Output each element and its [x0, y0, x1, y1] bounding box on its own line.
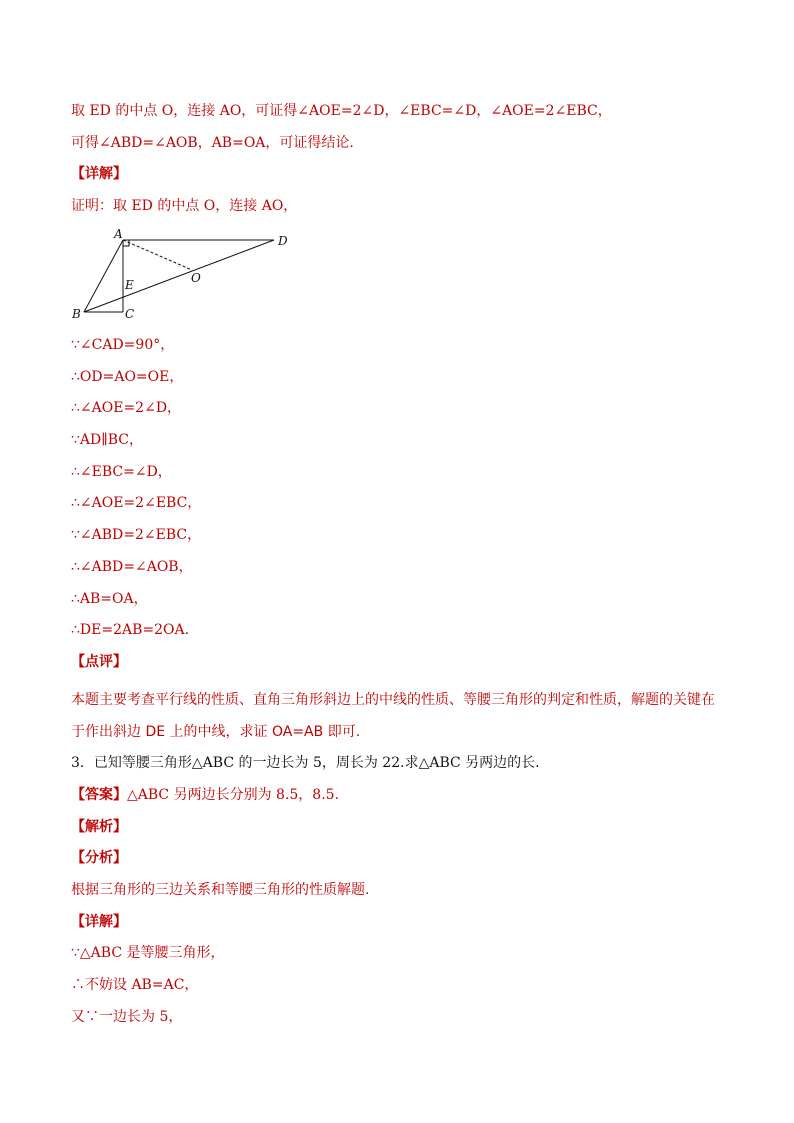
question-3: 3．已知等腰三角形△ABC 的一边长为 5，周长为 22.求△ABC 另两边的长. — [71, 755, 540, 771]
detail-step: ∵△ABC 是等腰三角形， — [71, 945, 225, 961]
proof-intro: 证明：取 ED 的中点 O，连接 AO， — [71, 198, 298, 214]
comment-text: 本题主要考查平行线的性质、直角三角形斜边上的中线的性质、等腰三角形的判定和性质，解题的关键在于作出斜边 DE 上的中线，求证 OA=AB 即可. — [71, 692, 715, 740]
proof-step: ∵∠CAD=90°， — [71, 337, 175, 353]
proof-step: ∴∠AOE=2∠EBC， — [71, 495, 202, 511]
proof-step: ∵AD∥BC， — [71, 432, 143, 448]
section-analysis-heading: 【分析】 — [71, 850, 127, 866]
label-O: O — [191, 271, 201, 285]
label-D: D — [278, 234, 288, 248]
detail-step: ∴不妨设 AB=AC， — [71, 977, 199, 993]
answer-text: △ABC 另两边长分别为 8.5，8.5. — [127, 787, 340, 803]
segment-AO-dashed — [123, 240, 192, 270]
label-C: C — [125, 307, 135, 321]
analysis-3-text: 根据三角形的三边关系和等腰三角形的性质解题. — [71, 882, 370, 898]
segment-BD — [84, 240, 274, 312]
proof-step: ∴OD=AO=OE， — [71, 369, 184, 385]
triangle-figure — [66, 226, 296, 326]
section-detail-heading-2: 【详解】 — [71, 914, 127, 930]
segment-AB — [84, 240, 123, 312]
analysis-line-2: 可得∠ABD=∠AOB，AB=OA，可证得结论. — [71, 135, 354, 151]
proof-step: ∴∠EBC=∠D， — [71, 464, 172, 480]
section-detail-heading: 【详解】 — [71, 166, 127, 182]
label-E: E — [125, 278, 134, 292]
analysis-line-1: 取 ED 的中点 O，连接 AO，可证得∠AOE=2∠D，∠EBC=∠D，∠AOE=2∠EBC， — [71, 103, 612, 119]
answer-tag: 【答案】 — [71, 787, 127, 803]
detail-step: 又∵一边长为 5， — [71, 1009, 183, 1025]
answer-line — [71, 785, 724, 805]
proof-step: ∴∠ABD=∠AOB， — [71, 559, 193, 575]
proof-step: ∴AB=OA， — [71, 591, 148, 607]
label-A: A — [114, 227, 123, 241]
proof-step: ∴DE=2AB=2OA． — [71, 622, 199, 638]
section-comment-heading: 【点评】 — [71, 654, 127, 670]
section-explain-heading: 【解析】 — [71, 819, 127, 835]
proof-step: ∵∠ABD=2∠EBC， — [71, 527, 202, 543]
proof-step: ∴∠AOE=2∠D， — [71, 400, 182, 416]
label-B: B — [72, 307, 81, 321]
